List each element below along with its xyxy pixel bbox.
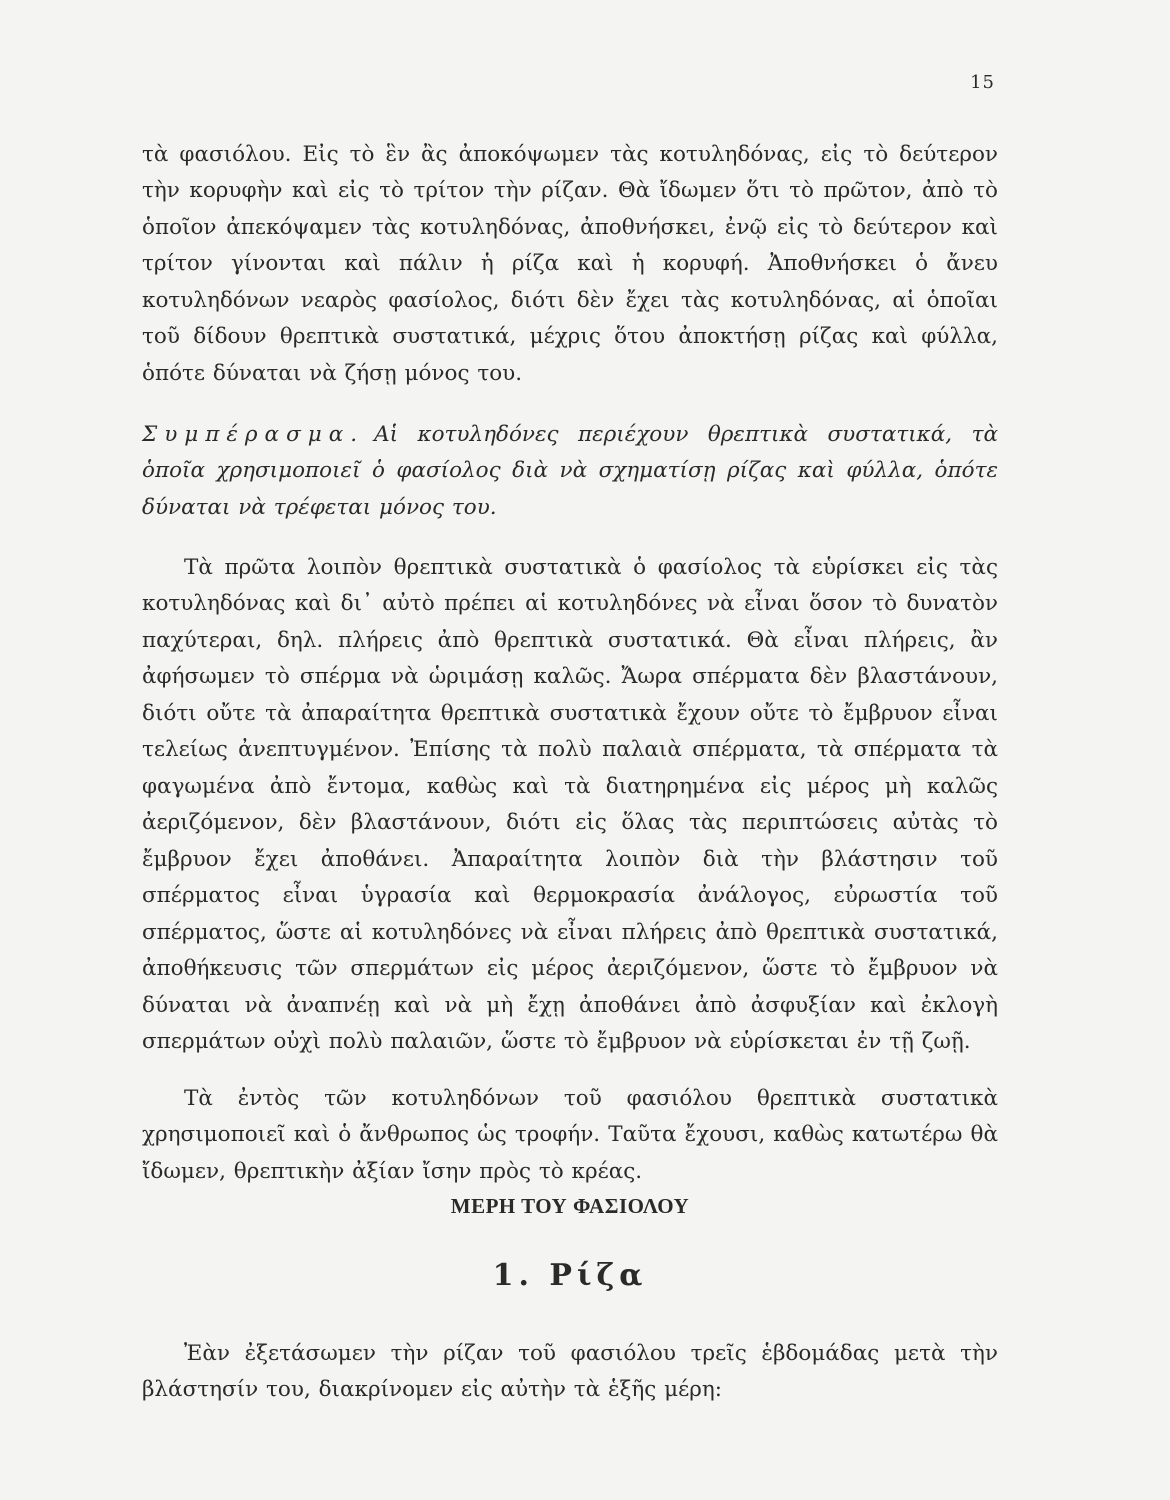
conclusion-text: Αἱ κοτυληδόνες περιέχουν θρεπτικὰ συστατικά, τὰ ὁποῖα χρησιμοποιεῖ ὁ φασίολος διὰ νὰ σχηματίσῃ ρίζας καὶ φύλλα, ὁπότε δύναται νὰ τρέφεται μόνος του.	[142, 421, 998, 520]
conclusion-label: Συμπέρασμα.	[142, 421, 365, 447]
conclusion-paragraph	[142, 417, 998, 527]
section-heading: ΜΕΡΗ ΤΟΥ ΦΑΣΙΟΛΟΥ	[450, 1194, 690, 1218]
paragraph-5: Ἐὰν ἐξετάσωμεν τὴν ρίζαν τοῦ φασιόλου τρεῖς ἑβδομάδας μετὰ τὴν βλάστησίν του, διακρίνομεν εἰς αὐτὴν τὰ ἑξῆς μέρη:	[142, 1340, 998, 1402]
page-number: 15	[970, 72, 995, 93]
paragraph-3: Τὰ πρῶτα λοιπὸν θρεπτικὰ συστατικὰ ὁ φασίολος τὰ εὑρίσκει εἰς τὰς κοτυληδόνας καὶ δι᾿ αὐτὸ πρέπει αἱ κοτυληδόνες νὰ εἶναι ὅσον τὸ δυνατὸν παχύτεραι, δηλ. πλήρεις ἀπὸ θρεπτικὰ συστατικά. Θὰ εἶναι πλήρεις, ἂν ἀφήσωμεν τὸ σπέρμα νὰ ὡριμάσῃ καλῶς. Ἄωρα σπέρματα δὲν βλαστάνουν, διότι οὔτε τὰ ἀπαραίτητα θρεπτικὰ συστατικὰ ἔχουν οὔτε τὸ ἔμβρυον εἶναι τελείως ἀνεπτυγμένον. Ἐπίσης τὰ πολὺ παλαιὰ σπέρματα, τὰ σπέρματα τὰ φαγωμένα ἀπὸ ἔντομα, καθὼς καὶ τὰ διατηρημένα εἰς μέρος μὴ καλῶς ἀεριζόμενον, δὲν βλαστάνουν, διότι εἰς ὅλας τὰς περιπτώσεις αὐτὰς τὸ ἔμβρυον ἔχει ἀποθάνει. Ἀπαραίτητα λοιπὸν διὰ τὴν βλάστησιν τοῦ σπέρματος εἶναι ὑγρασία καὶ θερμοκρασία ἀνάλογος, εὐρωστία τοῦ σπέρματος, ὥστε αἱ κοτυληδόνες νὰ εἶναι πλήρεις ἀπὸ θρεπτικὰ συστατικά, ἀποθήκευσις τῶν σπερμάτων εἰς μέρος ἀεριζόμενον, ὥστε τὸ ἔμβρυον νὰ δύναται νὰ ἀναπνέῃ καὶ νὰ μὴ ἔχῃ ἀποθάνει ἀπὸ ἀσφυξίαν καὶ ἐκλογὴ σπερμάτων οὐχὶ πολὺ παλαιῶν, ὥστε τὸ ἔμβρυον νὰ εὑρίσκεται ἐν τῇ ζωῇ.	[142, 554, 998, 1054]
subsection-heading: 1. Ρίζα	[492, 1258, 648, 1293]
paragraph-1: τὰ φασιόλου. Εἰς τὸ ἓν ἂς ἀποκόψωμεν τὰς κοτυληδόνας, εἰς τὸ δεύτερον τὴν κορυφὴν καὶ εἰς τὸ τρίτον τὴν ρίζαν. Θὰ ἴδωμεν ὅτι τὸ πρῶτον, ἀπὸ τὸ ὁποῖον ἀπεκόψαμεν τὰς κοτυληδόνας, ἀποθνήσκει, ἐνῷ εἰς τὸ δεύτερον καὶ τρίτον γίνονται καὶ πάλιν ἡ ρίζα καὶ ἡ κορυφή. Ἀποθνήσκει ὁ ἄνευ κοτυληδόνων νεαρὸς φασίολος, διότι δὲν ἔχει τὰς κοτυληδόνας, αἱ ὁποῖαι τοῦ δίδουν θρεπτικὰ συστατικά, μέχρις ὅτου ἀποκτήσῃ ρίζας καὶ φύλλα, ὁπότε δύναται νὰ ζήσῃ μόνος του.	[142, 141, 998, 386]
paragraph-4: Τὰ ἐντὸς τῶν κοτυληδόνων τοῦ φασιόλου θρεπτικὰ συστατικὰ χρησιμοποιεῖ καὶ ὁ ἄνθρωπος ὡς τροφήν. Ταῦτα ἔχουσι, καθὼς κατωτέρω θὰ ἴδωμεν, θρεπτικὴν ἀξίαν ἴσην πρὸς τὸ κρέας.	[142, 1085, 998, 1184]
